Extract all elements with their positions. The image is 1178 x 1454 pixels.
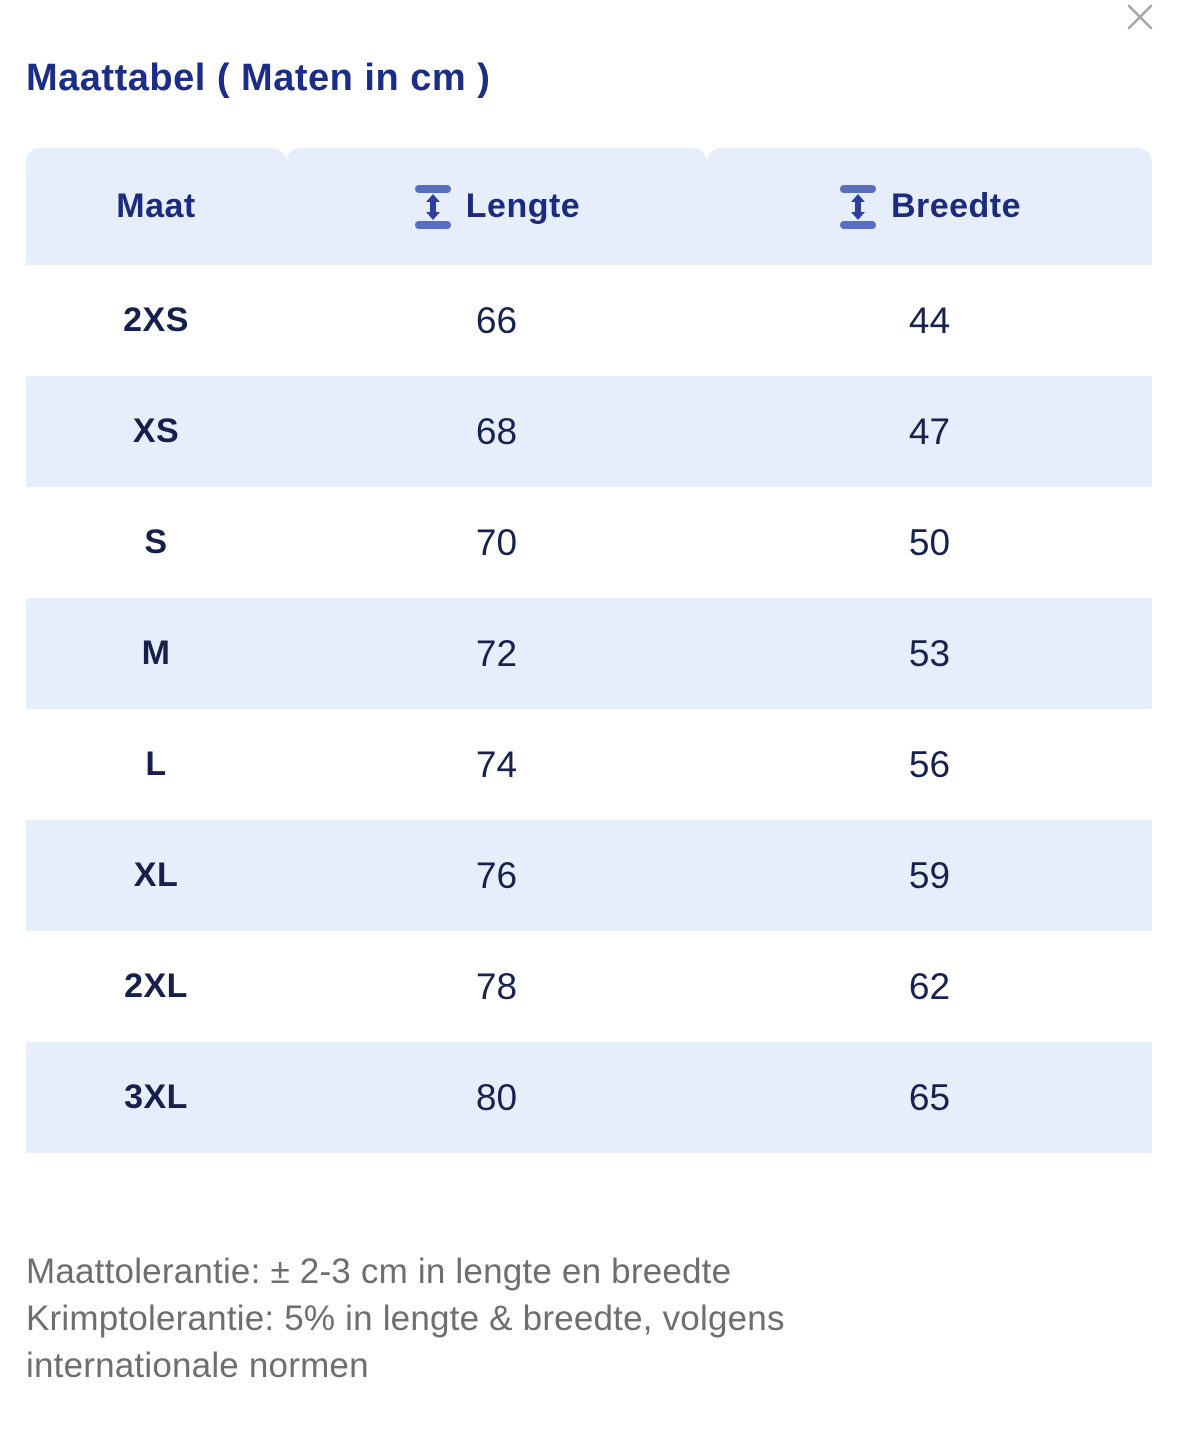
size-cell: S: [144, 523, 168, 561]
width-cell: 53: [908, 632, 951, 674]
width-cell: 44: [908, 299, 951, 341]
length-cell: 80: [475, 1076, 518, 1118]
close-icon: [1122, 2, 1156, 36]
table-row-2xl: [26, 931, 1152, 1042]
length-cell: 70: [475, 521, 518, 563]
width-cell: 56: [908, 743, 951, 785]
length-cell: 66: [475, 299, 518, 341]
size-cell: XS: [132, 412, 180, 450]
size-cell: L: [145, 745, 167, 783]
shrink-tolerance-note-line1: Krimptolerantie: 5% in lengte & breedte, volgens: [26, 1299, 785, 1338]
table-row-3xl: [26, 1042, 1152, 1153]
width-cell: 62: [908, 965, 951, 1007]
length-cell: 76: [475, 854, 518, 896]
page-title: Maattabel ( Maten in cm ): [26, 57, 491, 99]
size-cell: M: [141, 634, 171, 672]
close-button[interactable]: [1118, 0, 1160, 42]
shrink-tolerance-note-line2: internationale normen: [26, 1346, 369, 1385]
column-header-maat: [26, 148, 286, 265]
column-label-maat: Maat: [116, 187, 196, 225]
width-cell: 47: [908, 410, 951, 452]
size-cell: 3XL: [124, 1078, 188, 1116]
table-row-s: [26, 487, 1152, 598]
table-row-xl: [26, 820, 1152, 931]
width-cell: 59: [908, 854, 951, 896]
length-cell: 78: [475, 965, 518, 1007]
column-label-breedte: Breedte: [890, 187, 1022, 225]
column-label-lengte: Lengte: [465, 187, 581, 225]
length-cell: 72: [475, 632, 518, 674]
table-row-m: [26, 598, 1152, 709]
table-row-xs: [26, 376, 1152, 487]
tolerance-notes: [26, 1248, 785, 1389]
size-cell: XL: [133, 856, 179, 894]
size-tolerance-note: Maattolerantie: ± 2-3 cm in lengte en breedte: [26, 1252, 732, 1291]
table-row-l: [26, 709, 1152, 820]
column-header-lengte: [286, 148, 707, 265]
length-cell: 74: [475, 743, 518, 785]
column-header-breedte: [707, 148, 1152, 265]
size-table: [26, 148, 1152, 1153]
height-measure-icon: [413, 183, 453, 231]
table-row-2xs: [26, 265, 1152, 376]
height-measure-icon: [838, 183, 878, 231]
size-cell: 2XL: [124, 967, 188, 1005]
width-cell: 50: [908, 521, 951, 563]
size-cell: 2XS: [123, 301, 189, 339]
size-table-header: [26, 148, 1152, 265]
width-cell: 65: [908, 1076, 951, 1118]
length-cell: 68: [475, 410, 518, 452]
